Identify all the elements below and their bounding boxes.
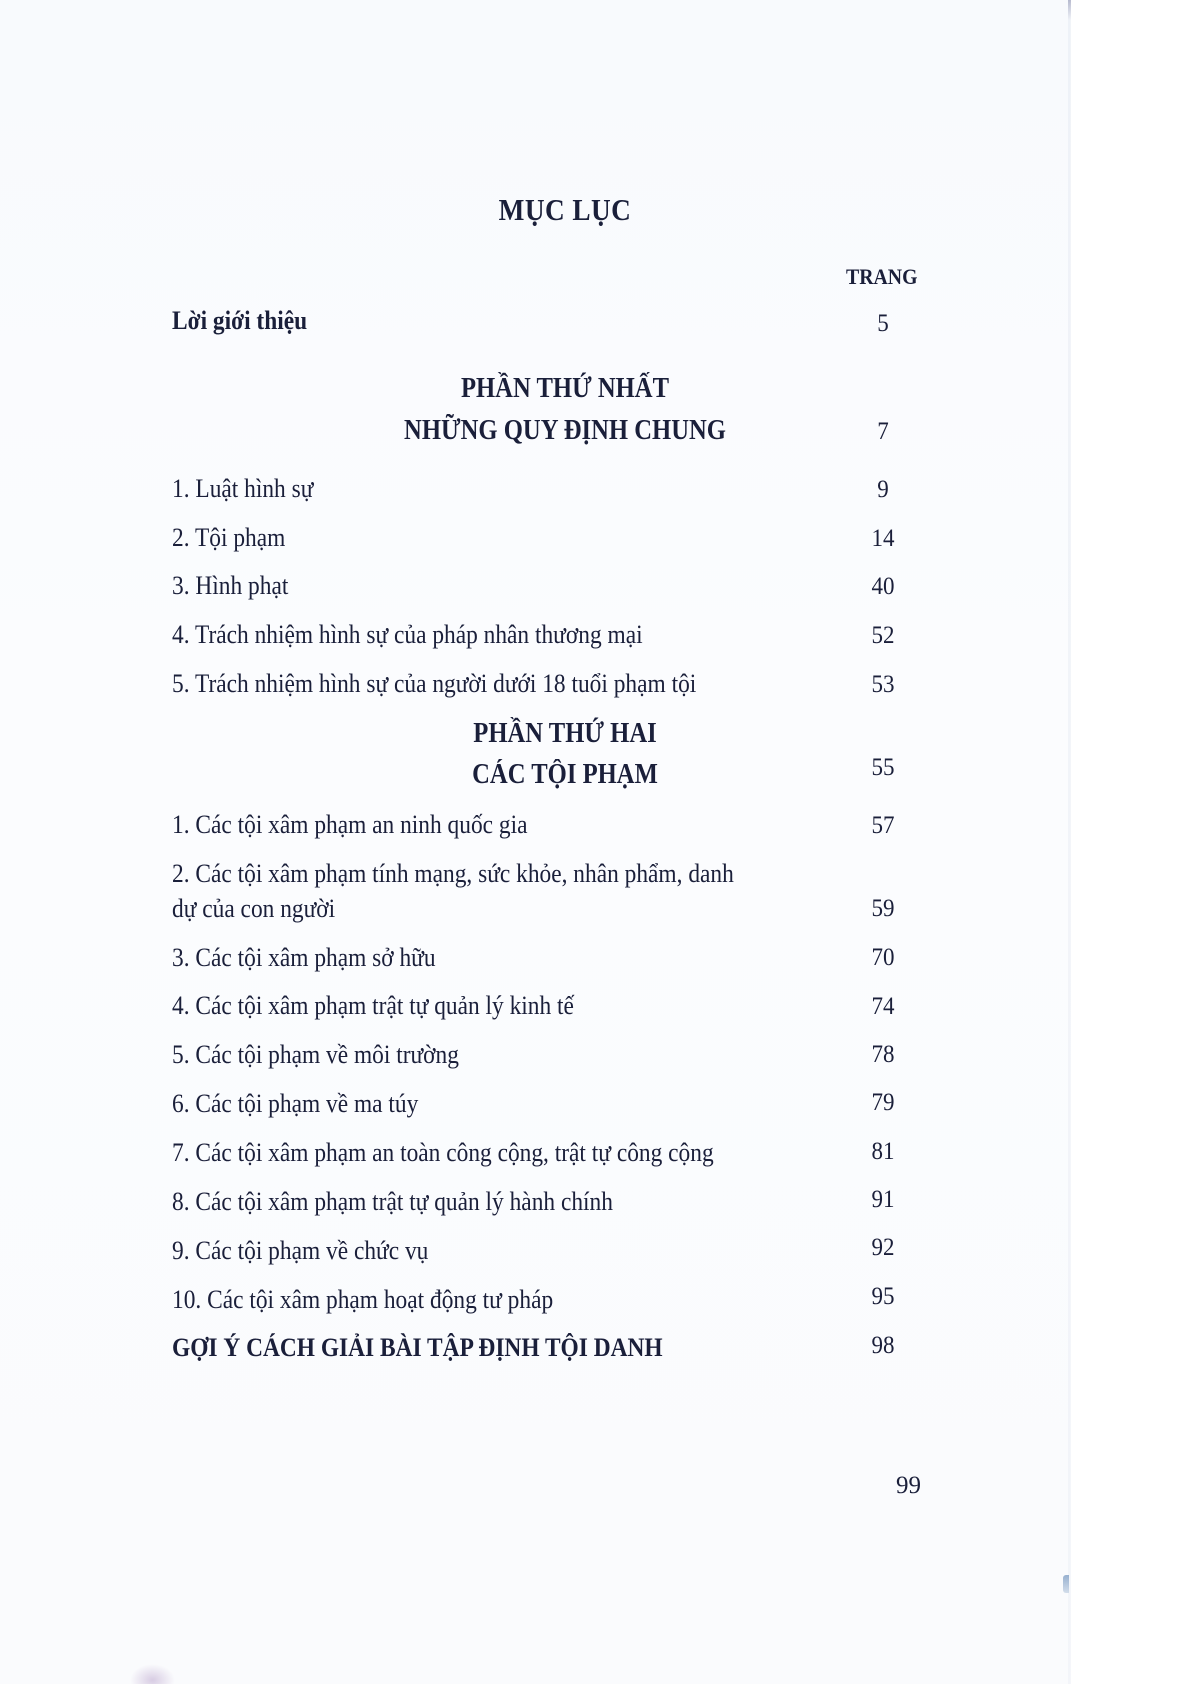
toc-entry: 3. Các tội xâm phạm sở hữu: [172, 943, 436, 972]
toc-entry-line1: 2. Các tội xâm phạm tính mạng, sức khỏe, nhân phẩm, danh: [172, 859, 734, 888]
footer-page-number: 99: [896, 1472, 921, 1499]
toc-page: 92: [871, 1234, 895, 1261]
toc-page: 40: [871, 573, 895, 600]
toc-page: 70: [871, 944, 895, 971]
page-column-header: TRANG: [846, 264, 918, 289]
page-edge: [1068, 0, 1071, 1684]
toc-entry: 2. Tội phạm: [172, 523, 286, 552]
part-two-heading: PHẦN THỨ HAI: [473, 718, 657, 749]
toc-entry: 4. Trách nhiệm hình sự của pháp nhân thương mại: [172, 620, 643, 649]
part-one-subheading: NHỮNG QUY ĐỊNH CHUNG: [404, 415, 726, 446]
page-title: MỤC LỤC: [498, 192, 632, 227]
toc-entry: 5. Trách nhiệm hình sự của người dưới 18 tuổi phạm tội: [172, 669, 697, 698]
toc-page: 81: [871, 1138, 895, 1165]
toc-entry: 8. Các tội xâm phạm trật tự quản lý hành chính: [172, 1187, 613, 1216]
part-one-page: 7: [877, 418, 889, 445]
toc-page: 91: [871, 1186, 895, 1213]
page-corner-mark: [130, 1664, 175, 1684]
toc-entry: 1. Luật hình sự: [172, 474, 314, 503]
toc-page: 53: [871, 671, 895, 698]
toc-entry: 3. Hình phạt: [172, 571, 289, 600]
toc-entry: 7. Các tội xâm phạm an toàn công cộng, trật tự công cộng: [172, 1138, 714, 1167]
toc-entry-intro: Lời giới thiệu: [172, 306, 308, 335]
toc-page: 78: [871, 1041, 895, 1068]
toc-page-appendix: 98: [871, 1332, 895, 1359]
toc-page: 57: [871, 812, 895, 839]
toc-page-intro: 5: [877, 310, 889, 337]
part-two-subheading: CÁC TỘI PHẠM: [472, 759, 658, 790]
toc-page: 74: [871, 993, 895, 1020]
page-edge-mark: [1063, 1575, 1069, 1593]
toc-page: 52: [871, 622, 895, 649]
toc-entry: 5. Các tội phạm về môi trường: [172, 1040, 459, 1069]
toc-entry: 9. Các tội phạm về chức vụ: [172, 1236, 429, 1265]
toc-entry: 1. Các tội xâm phạm an ninh quốc gia: [172, 810, 528, 839]
part-two-page: 55: [871, 754, 895, 781]
toc-page: 95: [871, 1283, 895, 1310]
toc-page: 59: [871, 895, 895, 922]
toc-entry: 10. Các tội xâm phạm hoạt động tư pháp: [172, 1285, 554, 1314]
toc-page: 79: [871, 1089, 895, 1116]
toc-entry-line2: dự của con người: [172, 894, 336, 923]
toc-entry: 6. Các tội phạm về ma túy: [172, 1089, 419, 1118]
toc-page: 14: [871, 525, 895, 552]
toc-entry: 4. Các tội xâm phạm trật tự quản lý kinh tế: [172, 991, 574, 1020]
toc-page: 9: [877, 476, 889, 503]
part-one-heading: PHẦN THỨ NHẤT: [460, 373, 670, 404]
toc-entry-appendix: GỢI Ý CÁCH GIẢI BÀI TẬP ĐỊNH TỘI DANH: [172, 1333, 663, 1362]
